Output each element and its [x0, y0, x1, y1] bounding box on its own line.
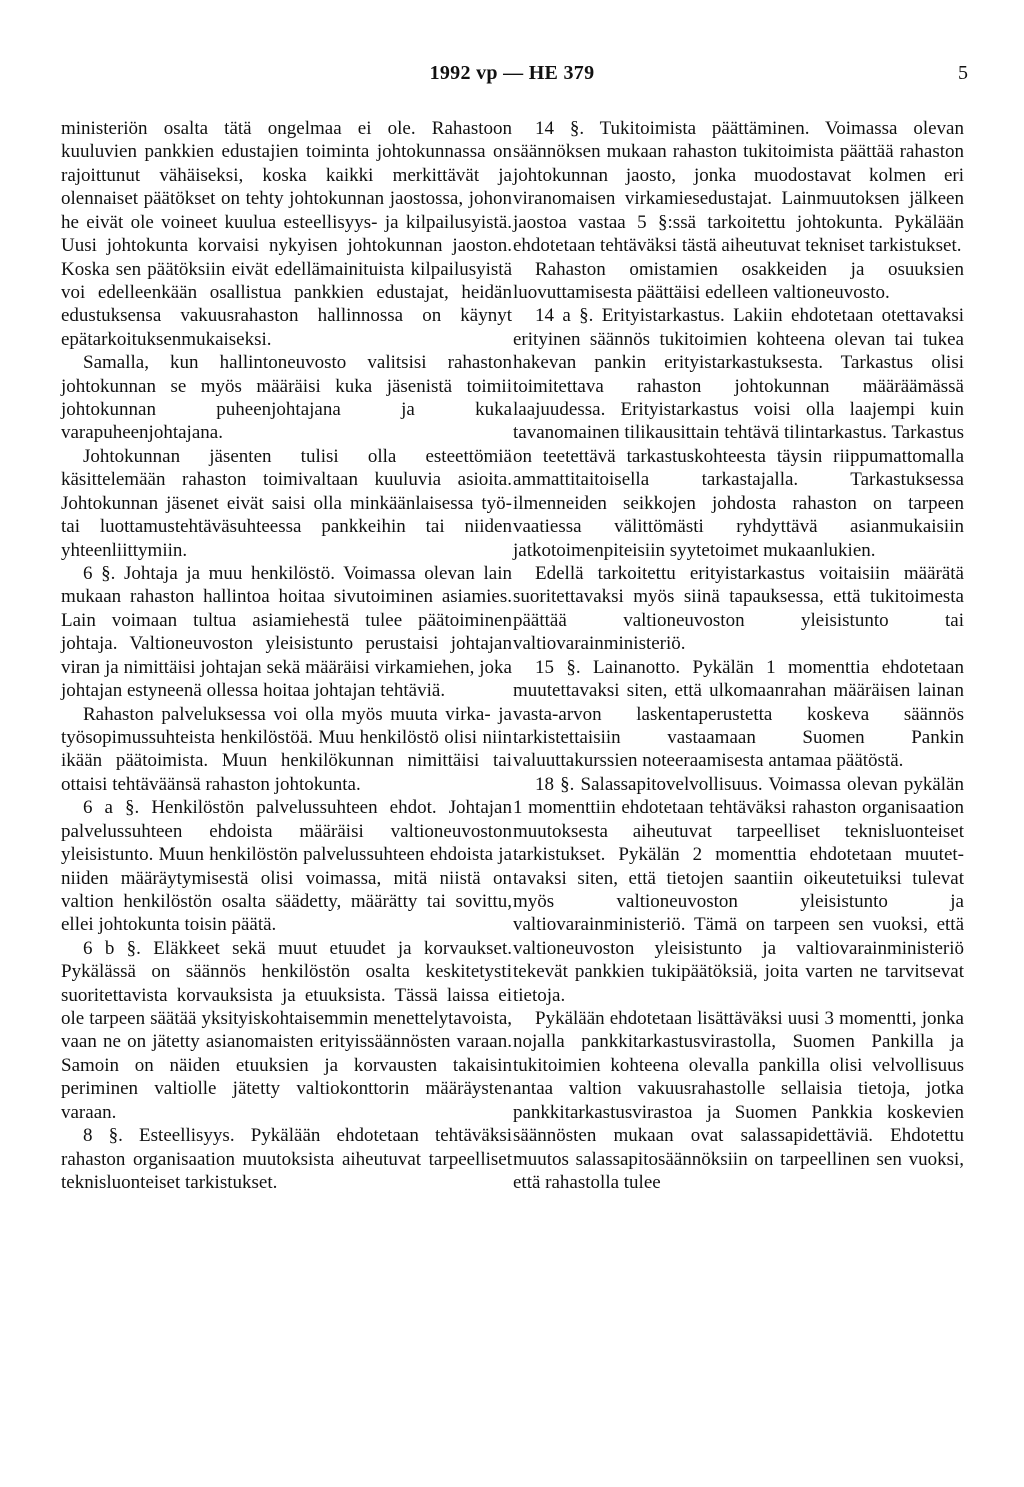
paragraph: 8 §. Esteellisyys. Pykälään ehdotetaan tehtäväksi rahaston organisaation muutoksista aiheutuvat tarpeelliset teknisluonteiset tarkistukset.: [61, 1125, 512, 1193]
paragraph: 18 §. Salassapitovelvollisuus. Voimassa olevan pykälän 1 momenttiin ehdotetaan tehtäväksi rahaston organisaation muutoksesta aiheutuvat tarpeelliset teknisluonteiset tarkistukset. Pykälän 2 momenttia ehdotetaan muutettavaksi siten, että tietojen saantiin oikeutetuiksi tulevat myös valtioneuvoston yleisistunto ja valtiovarainministeriö. Tämä on tarpeen sen vuoksi, että valtioneuvoston yleisistunto ja valtiovarainministeriö tekevät pankkien tukipäätöksiä, joita varten ne tarvitsevat tietoja.: [513, 773, 964, 1006]
paragraph: 14 §. Tukitoimista päättäminen. Voimassa olevan säännöksen mukaan rahaston tukitoimista päättää rahaston johtokunnan jaosto, jonka muodostavat kolmen eri viranomaisen virkamiesedustajat. Lainmuutoksen jälkeen jaostoa vastaa 5 §:ssä tarkoitettu johtokunta. Pykälään ehdotetaan tehtäväksi tästä aiheutuvat tekniset tarkistukset.: [513, 118, 964, 257]
document-title: 1992 vp — HE 379: [429, 62, 595, 84]
paragraph: Samalla, kun hallintoneuvosto valitsisi rahaston johtokunnan se myös määräisi kuka jäsenistä toimii johtokunnan puheenjohtajana ja kuka varapuheenjohtajana.: [61, 352, 512, 444]
paragraph: Pykälään ehdotetaan lisättäväksi uusi 3 momentti, jonka nojalla pankkitarkastusvirastolla, Suomen Pankilla ja tukitoimien kohteena olevalla pankilla olisi velvollisuus antaa valtion vakuusrahastolle sellaisia tietoja, jotka pankkitarkastusvirastoa ja Suomen Pankkia koskevien säännösten mukaan ovat salassapidettäviä. Ehdotettu muutos salassapitosäännöksiin on tarpeellinen sen vuoksi, että rahastolla tulee: [513, 1008, 964, 1193]
paragraph: Rahaston palveluksessa voi olla myös muuta virka- ja työsopimussuhteista henkilöstöä. Muu henkilöstö olisi niin ikään päätoimista. Muun henkilökunnan nimittäisi tai ottaisi tehtäväänsä rahaston johtokunta.: [61, 703, 512, 795]
paragraph: 6 b §. Eläkkeet sekä muut etuudet ja korvaukset. Pykälässä on säännös henkilöstön osalta keskitetysti suoritettavista korvauksista ja etuuksista. Tässä laissa ei ole tarpeen säätää yksityiskohtaisemmin menettelytavoista, vaan ne on jätetty asianomaisten erityissäännösten varaan. Samoin on näiden etuuksien ja korvausten takaisin periminen valtiolle jätetty valtiokonttorin määräysten varaan.: [61, 937, 512, 1123]
page-header: [0, 62, 1024, 92]
paragraph: Rahaston omistamien osakkeiden ja osuuksien luovuttamisesta päättäisi edelleen valtioneuvosto.: [513, 258, 964, 303]
page-number: 5: [958, 62, 968, 84]
right-column: [513, 117, 964, 1194]
left-column: [61, 117, 512, 1194]
paragraph: 14 a §. Erityistarkastus. Lakiin ehdotetaan otettavaksi erityinen säännös tukitoimien kohteena olevan tai tukea hakevan pankin erityistarkastuksesta. Tarkastus olisi toimitettava rahaston johtokunnan määräämässä laajuudessa. Erityistarkastus voisi olla laajempi kuin tavanomainen tilikausittain tehtävä tilintarkastus. Tarkastus on teetettävä tarkastuskohteesta täysin riippumattomalla ammattitaitoisella tarkastajalla. Tarkastuksessa ilmenneiden seikkojen johdosta rahaston on tarpeen vaatiessa välittömästi ryhdyttävä asianmukaisiin jatkotoimenpiteisiin syytetoimet mukaanlukien.: [513, 305, 964, 561]
paragraph: Johtokunnan jäsenten tulisi olla esteettömiä käsittelemään rahaston toimivaltaan kuuluvia asioita. Johtokunnan jäsenet eivät saisi olla minkäänlaisessa työ- tai luottamustehtäväsuhteessa pankkeihin tai niiden yhteenliittymiin.: [61, 445, 512, 561]
paragraph: 6 §. Johtaja ja muu henkilöstö. Voimassa olevan lain mukaan rahaston hallintoa hoitaa sivutoiminen asiamies. Lain voimaan tultua asiamiehestä tulee päätoiminen johtaja. Valtioneuvoston yleisistunto perustaisi johtajan viran ja nimittäisi johtajan sekä määräisi virkamiehen, joka johtajan estyneenä ollessa hoitaa johtajan tehtäviä.: [61, 563, 512, 702]
paragraph: 6 a §. Henkilöstön palvelussuhteen ehdot. Johtajan palvelussuhteen ehdoista määräisi valtioneuvoston yleisistunto. Muun henkilöstön palvelussuhteen ehdoista ja niiden määräytymisestä olisi voimassa, mitä niistä on valtion henkilöstön osalta säädetty, määrätty tai sovittu, ellei johtokunta toisin päätä.: [61, 797, 512, 936]
paragraph: Edellä tarkoitettu erityistarkastus voitaisiin määrätä suoritettavaksi myös siinä tapauksessa, että tukitoimesta päättää valtioneuvoston yleisistunto tai valtiovarainministeriö.: [513, 563, 964, 655]
paragraph: 15 §. Lainanotto. Pykälän 1 momenttia ehdotetaan muutettavaksi siten, että ulkomaanrahan määräisen lainan vasta-arvon laskentaperustetta koskeva säännös tarkistettaisiin vastaamaan Suomen Pankin valuuttakurssien noteeraamisesta antamaa päätöstä.: [513, 656, 964, 772]
paragraph: ministeriön osalta tätä ongelmaa ei ole. Rahastoon kuuluvien pankkien edustajien toiminta johtokunnassa on rajoittunut vähäiseksi, koska kaikki merkittävät ja olennaiset päätökset on tehty johtokunnan jaostossa, johon he eivät ole voineet kuulua esteellisyys- ja kilpailusyistä. Uusi johtokunta korvaisi nykyisen johtokunnan jaoston. Koska sen päätöksiin eivät edellämainituista kilpailusyistä voi edelleenkään osallistua pankkien edustajat, heidän edustuksensa vakuusrahaston hallinnossa on käynyt epätarkoituksenmukaiseksi.: [61, 118, 512, 350]
